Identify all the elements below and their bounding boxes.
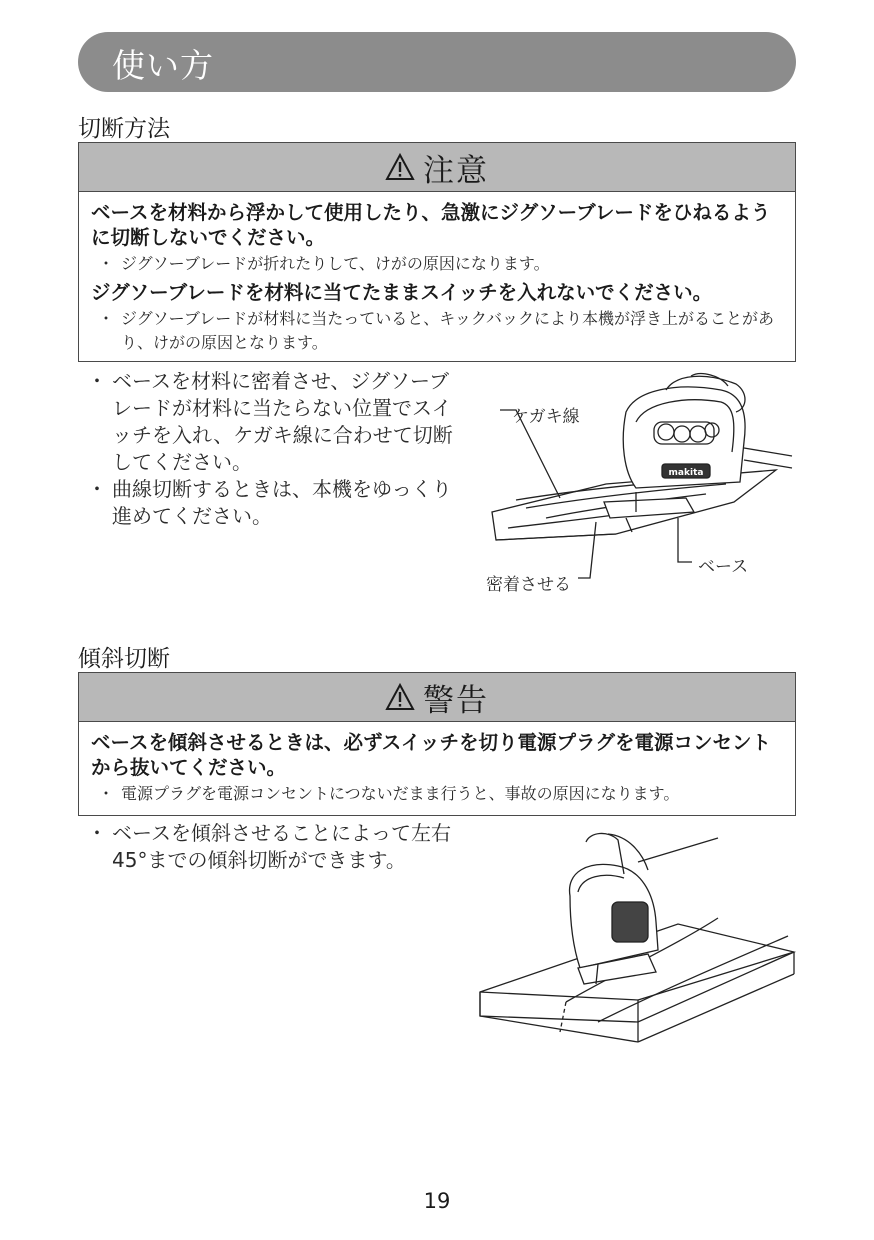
warning-box — [78, 672, 796, 816]
caution-note-1: ・ ジグソーブレードが折れたりして、けがの原因になります。 — [97, 254, 550, 273]
page-heading: 使い方 — [112, 46, 214, 85]
warning-triangle-icon — [385, 152, 415, 182]
brand-text: makita — [668, 468, 704, 478]
list-item: ・ ベースを材料に密着させ、ジグソーブレードが材料に当たらない位置でスイッチを入れ、ケガキ線に合わせて切断してください。 — [87, 369, 453, 474]
caution-label: 注意 — [423, 152, 489, 189]
jigsaw-bevel-illustration — [478, 832, 798, 1044]
warning-note-1: ・ 電源プラグを電源コンセントにつないだまま行うと、事故の原因になります。 — [97, 784, 680, 803]
bevel-steps — [82, 820, 462, 874]
caution-item-1: ベースを材料から浮かして使用したり、急激にジグソーブレードをひねるように切断しないでください。 — [91, 201, 771, 249]
list-item: ・ ベースを傾斜させることによって左右 45°までの傾斜切断ができます。 — [87, 821, 451, 872]
warning-label: 警告 — [423, 682, 489, 719]
label-contact: 密着させる — [486, 575, 571, 595]
caution-note-2: ・ ジグソーブレードが材料に当たっていると、キックバックにより本機が浮き上がることがあり、けがの原因となります。 — [97, 309, 774, 352]
header-bar — [78, 32, 796, 92]
section-title-cutting: 切断方法 — [78, 116, 170, 142]
warning-triangle-icon — [385, 682, 415, 712]
page-number: 19 — [423, 1189, 451, 1213]
warning-header — [79, 673, 795, 722]
caution-item-2: ジグソーブレードを材料に当てたままスイッチを入れないでください。 — [91, 281, 713, 304]
list-item: ・ 曲線切断するときは、本機をゆっくり進めてください。 — [87, 477, 452, 528]
section-title-bevel: 傾斜切断 — [78, 646, 170, 672]
label-marking-line: ケガキ線 — [512, 407, 580, 427]
caution-header — [79, 143, 795, 192]
cutting-steps — [82, 368, 462, 530]
label-base: ベース — [698, 557, 749, 577]
caution-box — [78, 142, 796, 362]
warning-item-1: ベースを傾斜させるときは、必ずスイッチを切り電源プラグを電源コンセントから抜いてください。 — [91, 731, 771, 779]
